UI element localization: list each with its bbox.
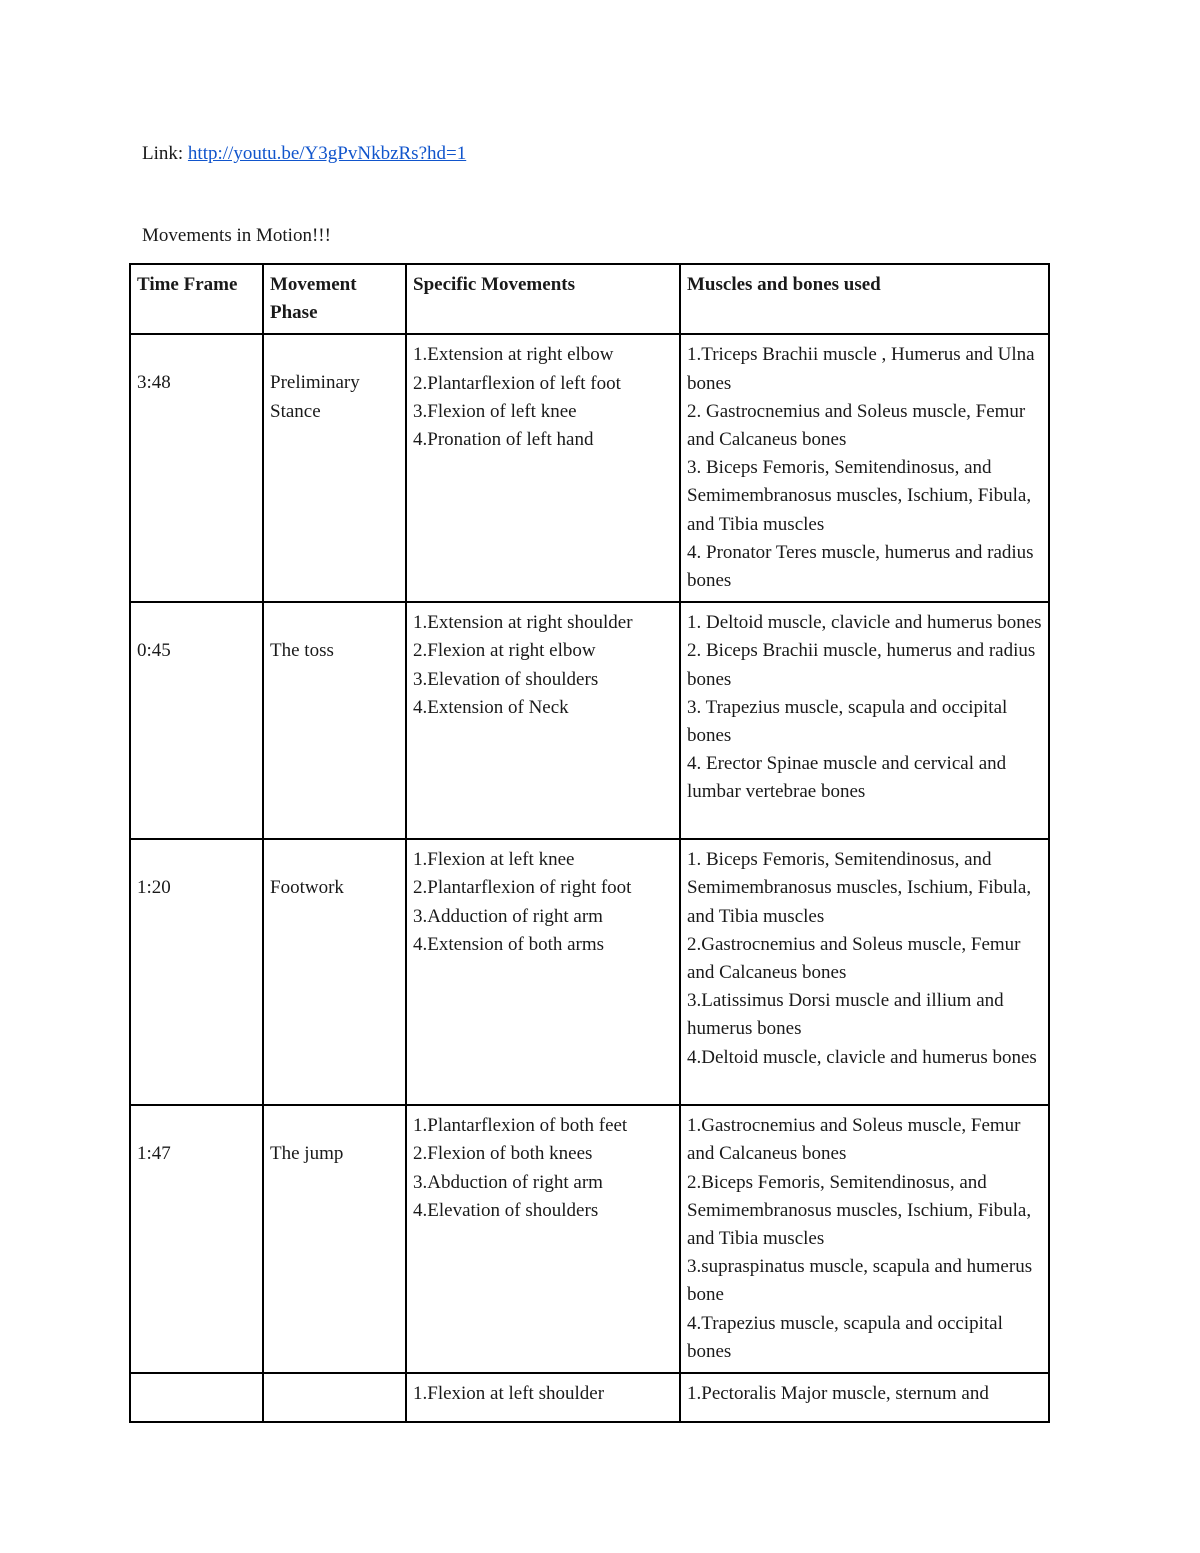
movement-item: 1.Extension at right shoulder <box>413 612 633 634</box>
muscle-item: 3.supraspinatus muscle, scapula and humerus bone <box>687 1256 1033 1306</box>
movement-phase-value: The toss <box>270 640 334 662</box>
movement-item: 3.Elevation of shoulders <box>413 668 599 690</box>
video-link[interactable]: http://youtu.be/Y3gPvNkbzRs?hd=1 <box>187 143 467 164</box>
movement-item: 1.Extension at right elbow <box>413 344 614 366</box>
header-time-frame: Time Frame <box>130 264 263 334</box>
table-row <box>130 602 1049 839</box>
muscle-item: 2. Biceps Brachii muscle, humerus and radius bones <box>687 640 1036 690</box>
table-row <box>130 839 1049 1105</box>
cell-movement-phase <box>263 839 406 1105</box>
cell-movement-phase <box>263 1105 406 1373</box>
movement-item: 3.Abduction of right arm <box>413 1171 603 1193</box>
movement-item: 1.Flexion at left knee <box>413 849 575 871</box>
cell-movement-phase <box>263 602 406 839</box>
cell-muscles-bones <box>680 1373 1049 1422</box>
muscle-item: 4.Trapezius muscle, scapula and occipital bones <box>687 1312 1003 1362</box>
cell-muscles-bones <box>680 602 1049 839</box>
muscle-item: 1. Deltoid muscle, clavicle and humerus bones <box>687 612 1042 634</box>
muscle-item: 2. Gastrocnemius and Soleus muscle, Femur and Calcaneus bones <box>687 400 1026 451</box>
cell-movement-phase <box>263 334 406 602</box>
video-link-line <box>142 142 466 166</box>
cell-time-frame <box>130 602 263 839</box>
muscle-item: 4. Pronator Teres muscle, humerus and radius bones <box>687 541 1034 592</box>
cell-specific-movements <box>406 1105 680 1373</box>
table-body <box>130 334 1049 1422</box>
table-row <box>130 334 1049 602</box>
movement-item: 4.Extension of both arms <box>413 933 605 955</box>
cell-time-frame <box>130 334 263 602</box>
cell-time-frame <box>130 839 263 1105</box>
movement-item: 4.Extension of Neck <box>413 696 569 718</box>
movement-item: 2.Plantarflexion of left foot <box>413 372 621 394</box>
muscle-item: 3. Biceps Femoris, Semitendinosus, and Semimembranosus muscles, Ischium, Fibula, and Tibia muscles <box>687 457 1032 535</box>
muscle-item: 1.Pectoralis Major muscle, sternum and <box>687 1383 989 1405</box>
cell-muscles-bones <box>680 1105 1049 1373</box>
movement-item: 2.Flexion at right elbow <box>413 640 596 662</box>
link-label: Link: <box>142 143 188 164</box>
muscle-item: 2.Biceps Femoris, Semitendinosus, and Semimembranosus muscles, Ischium, Fibula, and Tibia muscles <box>687 1171 1032 1250</box>
movement-item: 1.Flexion at left shoulder <box>413 1383 605 1405</box>
cell-specific-movements <box>406 839 680 1105</box>
table-header-row <box>130 264 1049 334</box>
time-frame-value: 0:45 <box>137 640 171 662</box>
muscle-item: 1.Gastrocnemius and Soleus muscle, Femur and Calcaneus bones <box>687 1115 1021 1165</box>
movement-item: 4.Pronation of left hand <box>413 429 594 451</box>
muscle-item: 1.Triceps Brachii muscle , Humerus and Ulna bones <box>687 344 1035 394</box>
movement-item: 2.Plantarflexion of right foot <box>413 877 632 899</box>
header-muscles-bones: Muscles and bones used <box>680 264 1049 334</box>
cell-time-frame <box>130 1105 263 1373</box>
muscle-item: 4. Erector Spinae muscle and cervical and lumbar vertebrae bones <box>687 753 1007 803</box>
header-specific-movements: Specific Movements <box>406 264 680 334</box>
cell-specific-movements <box>406 1373 680 1422</box>
table-row <box>130 1105 1049 1373</box>
movement-item: 1.Plantarflexion of both feet <box>413 1115 628 1137</box>
time-frame-value: 1:20 <box>137 877 171 899</box>
movement-phase-value: The jump <box>270 1143 344 1165</box>
muscle-item: 2.Gastrocnemius and Soleus muscle, Femur and Calcaneus bones <box>687 933 1021 984</box>
muscle-item: 3.Latissimus Dorsi muscle and illium and humerus bones <box>687 990 1004 1040</box>
movements-table <box>129 263 1050 1423</box>
movement-item: 2.Flexion of both knees <box>413 1143 593 1165</box>
document-title: Movements in Motion!!! <box>142 225 331 246</box>
muscle-item: 4.Deltoid muscle, clavicle and humerus bones <box>687 1046 1037 1068</box>
cell-specific-movements <box>406 602 680 839</box>
movement-item: 3.Flexion of left knee <box>413 400 577 422</box>
cell-movement-phase <box>263 1373 406 1422</box>
movement-phase-value: Preliminary Stance <box>270 372 360 422</box>
movement-item: 3.Adduction of right arm <box>413 905 603 927</box>
movement-item: 4.Elevation of shoulders <box>413 1199 599 1221</box>
time-frame-value: 3:48 <box>137 372 171 394</box>
cell-muscles-bones <box>680 839 1049 1105</box>
cell-muscles-bones <box>680 334 1049 602</box>
header-movement-phase: Movement Phase <box>263 264 406 334</box>
muscle-item: 3. Trapezius muscle, scapula and occipital bones <box>687 696 1008 747</box>
movement-phase-value: Footwork <box>270 877 344 899</box>
time-frame-value: 1:47 <box>137 1143 171 1165</box>
cell-specific-movements <box>406 334 680 602</box>
table-row <box>130 1373 1049 1422</box>
muscle-item: 1. Biceps Femoris, Semitendinosus, and Semimembranosus muscles, Ischium, Fibula, and Tibia muscles <box>687 849 1032 927</box>
cell-time-frame <box>130 1373 263 1422</box>
